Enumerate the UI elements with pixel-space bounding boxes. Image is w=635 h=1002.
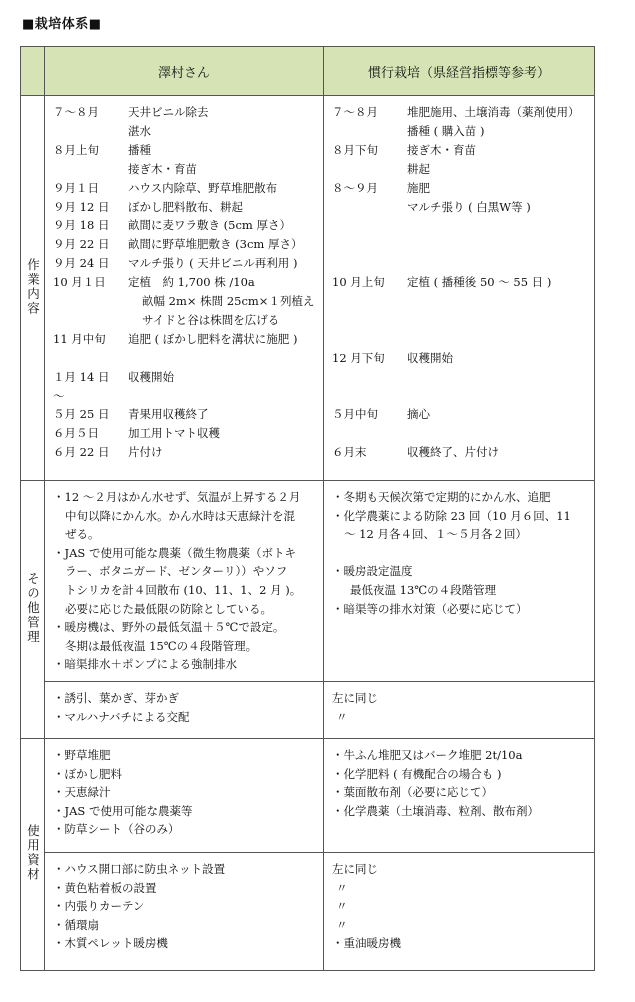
schedule-row — [53, 273, 317, 292]
schedule-task: 収穫開始 — [407, 350, 453, 365]
schedule-date: 12 月下旬 — [332, 350, 385, 365]
list-item: ・化学農薬による防除 23 回（10 月６回、11 — [332, 508, 571, 523]
work-right-list — [324, 96, 594, 468]
header-corner — [21, 47, 45, 96]
materials-left-a-cell — [45, 739, 324, 853]
schedule-row — [53, 122, 317, 141]
schedule-row — [53, 387, 317, 406]
header-sawamura: 澤村さん — [45, 47, 324, 96]
schedule-date: ９月１日 — [53, 180, 99, 195]
schedule-task: 接ぎ木・育苗 — [407, 142, 476, 157]
materials-right-a-cell — [324, 739, 595, 853]
schedule-task: 播種 — [128, 142, 151, 157]
schedule-task: 収穫開始 — [128, 369, 174, 384]
schedule-task — [407, 235, 588, 254]
schedule-date: ９月 12 日 — [53, 199, 110, 214]
schedule-row — [332, 254, 588, 273]
schedule-date — [53, 160, 128, 179]
schedule-row — [53, 405, 317, 424]
list-item: ・マルハナバチによる交配 — [53, 709, 190, 724]
schedule-task: ハウス内除草、野草堆肥散布 — [128, 180, 278, 195]
schedule-date — [332, 254, 407, 273]
list-item: ・ぼかし肥料 — [53, 766, 122, 781]
schedule-task: 収穫終了、片付け — [407, 445, 499, 460]
schedule-date — [332, 160, 407, 179]
materials-right-b-list — [324, 853, 594, 959]
mgmt-right-b-list — [324, 682, 594, 732]
schedule-row — [53, 349, 317, 368]
list-item — [332, 544, 588, 563]
work-section-row — [21, 96, 595, 481]
list-item: ・防草シート（谷のみ） — [53, 822, 180, 837]
schedule-date — [332, 198, 407, 217]
schedule-row — [332, 122, 588, 141]
schedule-task: 定植 ( 播種後 50 ～ 55 日 ) — [407, 275, 552, 290]
materials-left-b-cell — [45, 853, 324, 971]
schedule-task: 施肥 — [407, 180, 430, 195]
list-item: 必要に応じた最低限の防除としている。 — [65, 601, 272, 616]
schedule-date — [332, 235, 407, 254]
materials-section-row-b — [21, 853, 595, 971]
schedule-task — [407, 216, 588, 235]
mgmt-left-b-cell — [45, 682, 324, 739]
mgmt-right-a-list — [324, 481, 594, 624]
work-left-cell — [45, 96, 324, 481]
schedule-date: ５月中旬 — [332, 407, 378, 422]
schedule-row — [53, 368, 317, 387]
schedule-task — [407, 368, 588, 387]
schedule-date — [332, 292, 407, 311]
schedule-row — [332, 216, 588, 235]
list-item: ・循環扇 — [53, 917, 99, 932]
schedule-date — [332, 216, 407, 235]
schedule-date: ９月 24 日 — [53, 256, 110, 271]
schedule-date: ７～８月 — [53, 105, 99, 119]
schedule-row — [53, 443, 317, 462]
list-item: ・牛ふん堆肥又はバーク堆肥 2t/10a — [332, 748, 523, 762]
section-label-mgmt: その他管理 — [21, 481, 45, 739]
list-item: ・内張りカーテン — [53, 899, 145, 914]
list-item: 冬期は最低夜温 15℃の４段階管理。 — [65, 638, 258, 653]
schedule-row — [332, 198, 588, 217]
list-item: ・暗渠排水＋ポンプによる強制排水 — [53, 657, 237, 672]
schedule-row — [332, 311, 588, 330]
schedule-task: サイドと谷は株間を広げる — [142, 312, 280, 327]
schedule-row — [53, 254, 317, 273]
schedule-task: 畝間に麦ワラ敷き (5cm 厚さ） — [128, 218, 291, 233]
list-item: 〃 — [336, 880, 348, 895]
schedule-task — [128, 349, 317, 368]
work-left-list — [45, 96, 323, 480]
schedule-date — [332, 368, 407, 387]
list-item: ぜる。 — [65, 527, 100, 542]
work-right-cell — [324, 96, 595, 481]
schedule-row — [332, 179, 588, 198]
schedule-row — [332, 349, 588, 368]
mgmt-left-a-list — [45, 481, 323, 681]
schedule-date: ８月上旬 — [53, 142, 99, 157]
schedule-date: ６月５日 — [53, 426, 99, 441]
schedule-row — [332, 424, 588, 443]
schedule-task: 片付け — [128, 445, 163, 460]
schedule-row — [53, 311, 317, 330]
mgmt-left-b-list — [45, 682, 323, 738]
schedule-row — [53, 198, 317, 217]
cultivation-system-table — [20, 46, 595, 971]
schedule-row — [332, 405, 588, 424]
schedule-row — [332, 141, 588, 160]
schedule-date — [332, 424, 407, 443]
header-conventional: 慣行栽培（県経営指標等参考） — [324, 47, 595, 96]
mgmt-right-b-cell — [324, 682, 595, 739]
schedule-date — [53, 122, 128, 141]
list-item: ・化学肥料 ( 有機配合の場合も ) — [332, 766, 502, 781]
schedule-task: マルチ張り ( 白黒W等 ) — [407, 199, 531, 214]
schedule-date: ７～８月 — [332, 105, 378, 119]
schedule-date: 11 月中旬 — [53, 331, 106, 346]
schedule-task: 青果用収穫終了 — [128, 407, 209, 422]
schedule-row — [332, 273, 588, 292]
list-item: ラー、ボタニガード、ゼンターリ））やソフ — [65, 564, 288, 579]
materials-right-b-cell — [324, 853, 595, 971]
list-item: トシリカを計４回散布 (10、11、1、2 月 )。 — [65, 582, 302, 597]
schedule-date: ６月末 — [332, 445, 367, 460]
materials-section-row-a — [21, 739, 595, 853]
list-item: 左に同じ — [332, 862, 378, 876]
list-item: ・天恵緑汁 — [53, 785, 111, 800]
schedule-date — [332, 386, 407, 405]
schedule-task: 接ぎ木・育苗 — [128, 161, 197, 176]
schedule-task: 追肥 ( ぼかし肥料を溝状に施肥 ) — [128, 331, 298, 346]
schedule-task — [407, 330, 588, 349]
schedule-row — [332, 160, 588, 179]
schedule-task — [407, 386, 588, 405]
schedule-task — [407, 254, 588, 273]
section-label-work: 作業内容 — [21, 96, 45, 481]
schedule-row — [53, 179, 317, 198]
mgmt-right-a-cell — [324, 481, 595, 682]
schedule-task — [407, 311, 588, 330]
schedule-date — [332, 311, 407, 330]
list-item: ～ 12 月各４回、１～５月各２回） — [344, 527, 527, 542]
list-item: 中旬以降にかん水。かん水時は天恵緑汁を混 — [65, 508, 295, 523]
schedule-date: ５月 25 日 — [53, 407, 110, 422]
materials-left-b-list — [45, 853, 323, 970]
section-label-materials: 使用資材 — [21, 739, 45, 971]
schedule-row — [53, 141, 317, 160]
schedule-row — [332, 292, 588, 311]
list-item: ・ハウス開口部に防虫ネット設置 — [53, 862, 226, 876]
schedule-date: ～ — [53, 388, 65, 403]
schedule-row — [53, 330, 317, 349]
schedule-task: 加工用トマト収穫 — [128, 426, 220, 441]
list-item: ・暖房機は、野外の最低気温＋５℃で設定。 — [53, 620, 285, 635]
list-item: 左に同じ — [332, 691, 378, 705]
schedule-date — [53, 349, 128, 368]
schedule-date: ８～９月 — [332, 180, 378, 195]
list-item: ・木質ペレット暖房機 — [53, 936, 168, 951]
schedule-row — [332, 103, 588, 122]
schedule-date: １月 14 日 — [53, 369, 110, 384]
schedule-row — [332, 368, 588, 387]
list-item: ・12 ～２月はかん水せず、気温が上昇する２月 — [53, 490, 301, 504]
materials-right-a-list — [324, 739, 594, 826]
list-item: ・冬期も天候次第で定期的にかん水、追肥 — [332, 490, 551, 504]
schedule-row — [332, 330, 588, 349]
mgmt-left-a-cell — [45, 481, 324, 682]
schedule-date — [332, 330, 407, 349]
schedule-row — [332, 235, 588, 254]
page-title: ■栽培体系■ — [22, 17, 102, 32]
schedule-task: ぼかし肥料散布、耕起 — [128, 199, 243, 214]
list-item: 〃 — [336, 917, 348, 932]
list-item: ・葉面散布剤（必要に応じて） — [332, 785, 493, 800]
schedule-row — [53, 216, 317, 235]
schedule-row — [53, 235, 317, 254]
schedule-date: 10 月上旬 — [332, 275, 385, 290]
list-item: ・JAS で使用可能な農薬等 — [53, 803, 193, 818]
mgmt-section-row-b — [21, 682, 595, 739]
list-item: 〃 — [336, 899, 348, 914]
schedule-date — [332, 122, 407, 141]
schedule-date — [53, 292, 128, 311]
materials-left-a-list — [45, 739, 323, 852]
list-item: ・誘引、葉かぎ、芽かぎ — [53, 691, 180, 705]
list-item: ・重油暖房機 — [332, 936, 401, 951]
list-item: ・黄色粘着板の設置 — [53, 880, 157, 895]
list-item: ・暖房設定温度 — [332, 564, 413, 579]
schedule-row — [332, 443, 588, 462]
schedule-date: ９月 18 日 — [53, 218, 110, 233]
mgmt-section-row-a — [21, 481, 595, 682]
schedule-row — [53, 292, 317, 311]
schedule-task: マルチ張り ( 天井ビニル再利用 ) — [128, 256, 298, 271]
schedule-row — [53, 160, 317, 179]
schedule-date — [53, 311, 128, 330]
schedule-task: 畝幅 2m× 株間 25cm×１列植え — [142, 294, 315, 309]
list-item: ・暗渠等の排水対策（必要に応じて） — [332, 601, 528, 616]
list-item: 〃 — [336, 709, 348, 724]
schedule-date: ６月 22 日 — [53, 445, 110, 460]
schedule-task — [407, 424, 588, 443]
list-item: ・野草堆肥 — [53, 748, 111, 762]
schedule-task — [128, 387, 317, 406]
schedule-task: 畝間に野草堆肥敷き (3cm 厚さ） — [128, 237, 303, 252]
schedule-task — [407, 292, 588, 311]
schedule-task: 定植 約 1,700 株 /10a — [128, 275, 255, 290]
header-row — [21, 47, 595, 96]
schedule-task: 耕起 — [407, 161, 430, 176]
schedule-task: 堆肥施用、土壌消毒（薬剤使用） — [407, 105, 580, 119]
schedule-task: 湛水 — [128, 123, 151, 138]
schedule-date: ８月下旬 — [332, 142, 378, 157]
schedule-task: 播種 ( 購入苗 ) — [407, 123, 485, 138]
schedule-row — [53, 424, 317, 443]
schedule-row — [53, 103, 317, 122]
list-item: ・JAS で使用可能な農薬（微生物農薬（ボトキ — [53, 545, 296, 560]
schedule-task: 摘心 — [407, 407, 430, 422]
schedule-row — [332, 386, 588, 405]
list-item: 最低夜温 13℃の４段階管理 — [350, 582, 497, 597]
schedule-task: 天井ビニル除去 — [128, 105, 209, 119]
schedule-date: ９月 22 日 — [53, 237, 110, 252]
list-item: ・化学農薬（土壌消毒、粒剤、散布剤） — [332, 803, 539, 818]
schedule-date: 10 月１日 — [53, 275, 106, 290]
